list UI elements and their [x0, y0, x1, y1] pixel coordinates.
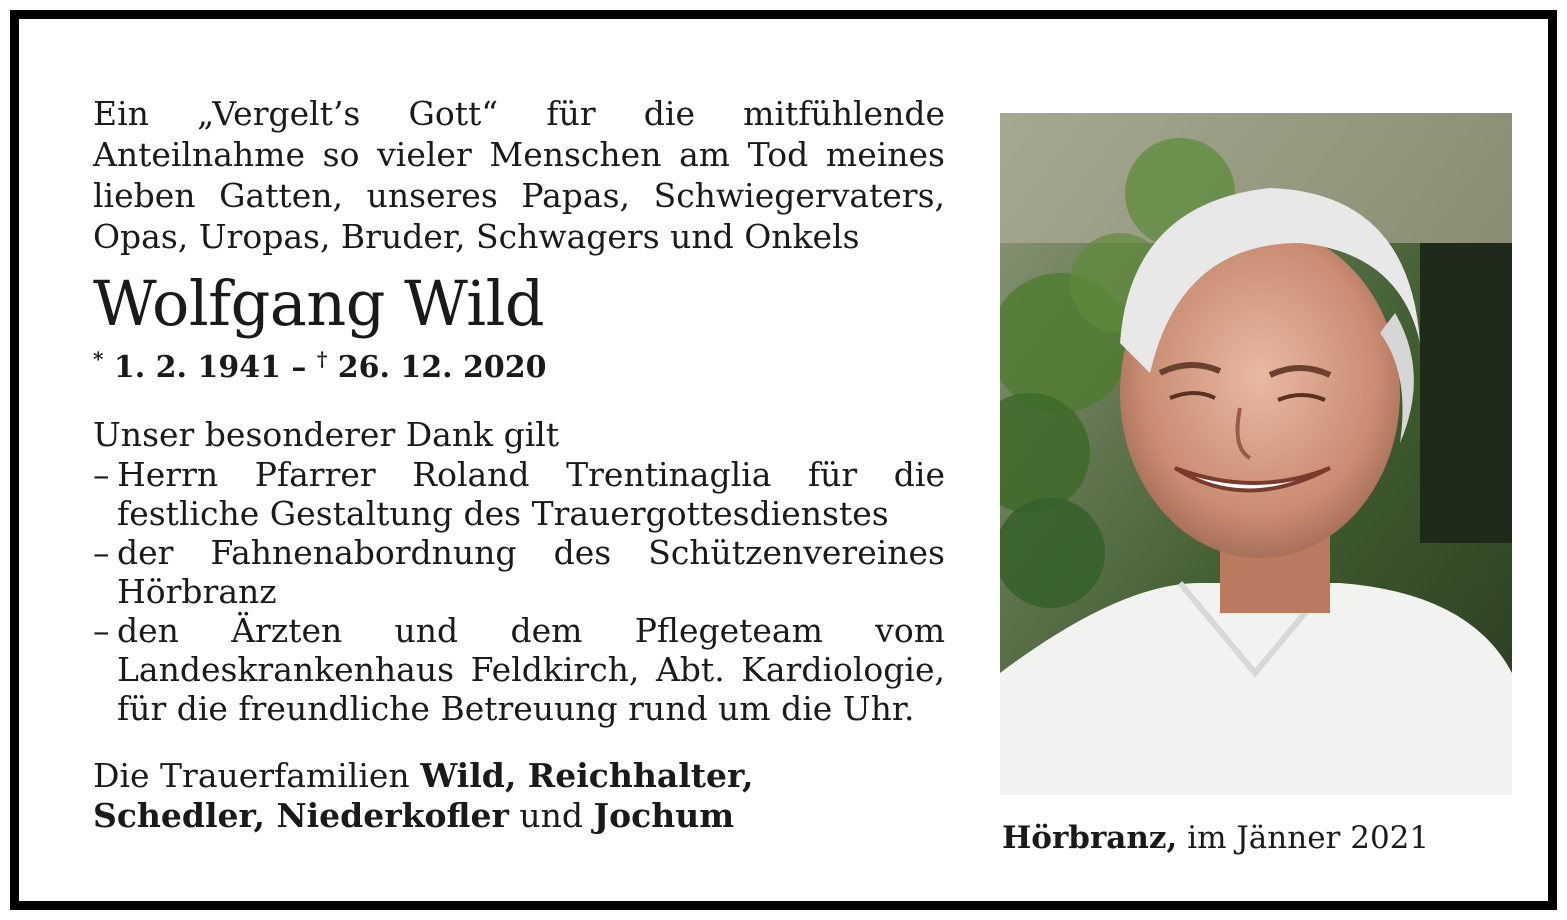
birth-date: 1. 2. 1941	[113, 350, 281, 385]
thanks-item: – den Ärzten und dem Pflegeteam vom Landeskrankenhaus Feldkirch, Abt. Kardiologie, für die freundliche Betreuung rund um die Uhr.	[93, 611, 945, 728]
died-symbol: †	[316, 347, 328, 371]
families-signature	[93, 756, 945, 836]
family-names-1: Wild, Reichhalter,	[420, 756, 754, 795]
place: Hörbranz,	[1002, 820, 1178, 856]
family-names-2: Schedler, Niederkofler	[93, 796, 509, 835]
date-text: im Jänner 2021	[1187, 820, 1430, 856]
obituary-frame	[10, 10, 1557, 910]
thanks-item: – Herrn Pfarrer Roland Trentinaglia für die festliche Gestaltung des Trauergottesdienstes	[93, 455, 945, 533]
thanks-intro: Unser besonderer Dank gilt	[93, 415, 560, 454]
intro-text: Ein „Vergelt’s Gott“ für die mitfühlende Anteilnahme so vieler Menschen am Tod meines lieben Gatten, unseres Papas, Schwiegervaters, Opas, Uropas, Bruder, Schwagers und Onkels	[93, 94, 945, 256]
deceased-name: Wolfgang Wild	[93, 267, 545, 340]
born-symbol: *	[93, 347, 104, 371]
families-prefix: Die Trauerfamilien	[93, 756, 410, 795]
families-connector: und	[519, 796, 584, 835]
death-date: 26. 12. 2020	[337, 350, 547, 385]
date-dash: –	[291, 350, 307, 385]
thanks-item: – der Fahnenabordnung des Schützenvereines Hörbranz	[93, 533, 945, 611]
text-column	[93, 93, 945, 836]
thanks-list	[93, 455, 945, 728]
family-names-3: Jochum	[593, 796, 735, 835]
portrait-photo	[1000, 113, 1512, 795]
life-dates	[93, 341, 945, 386]
place-and-date	[1002, 819, 1429, 857]
